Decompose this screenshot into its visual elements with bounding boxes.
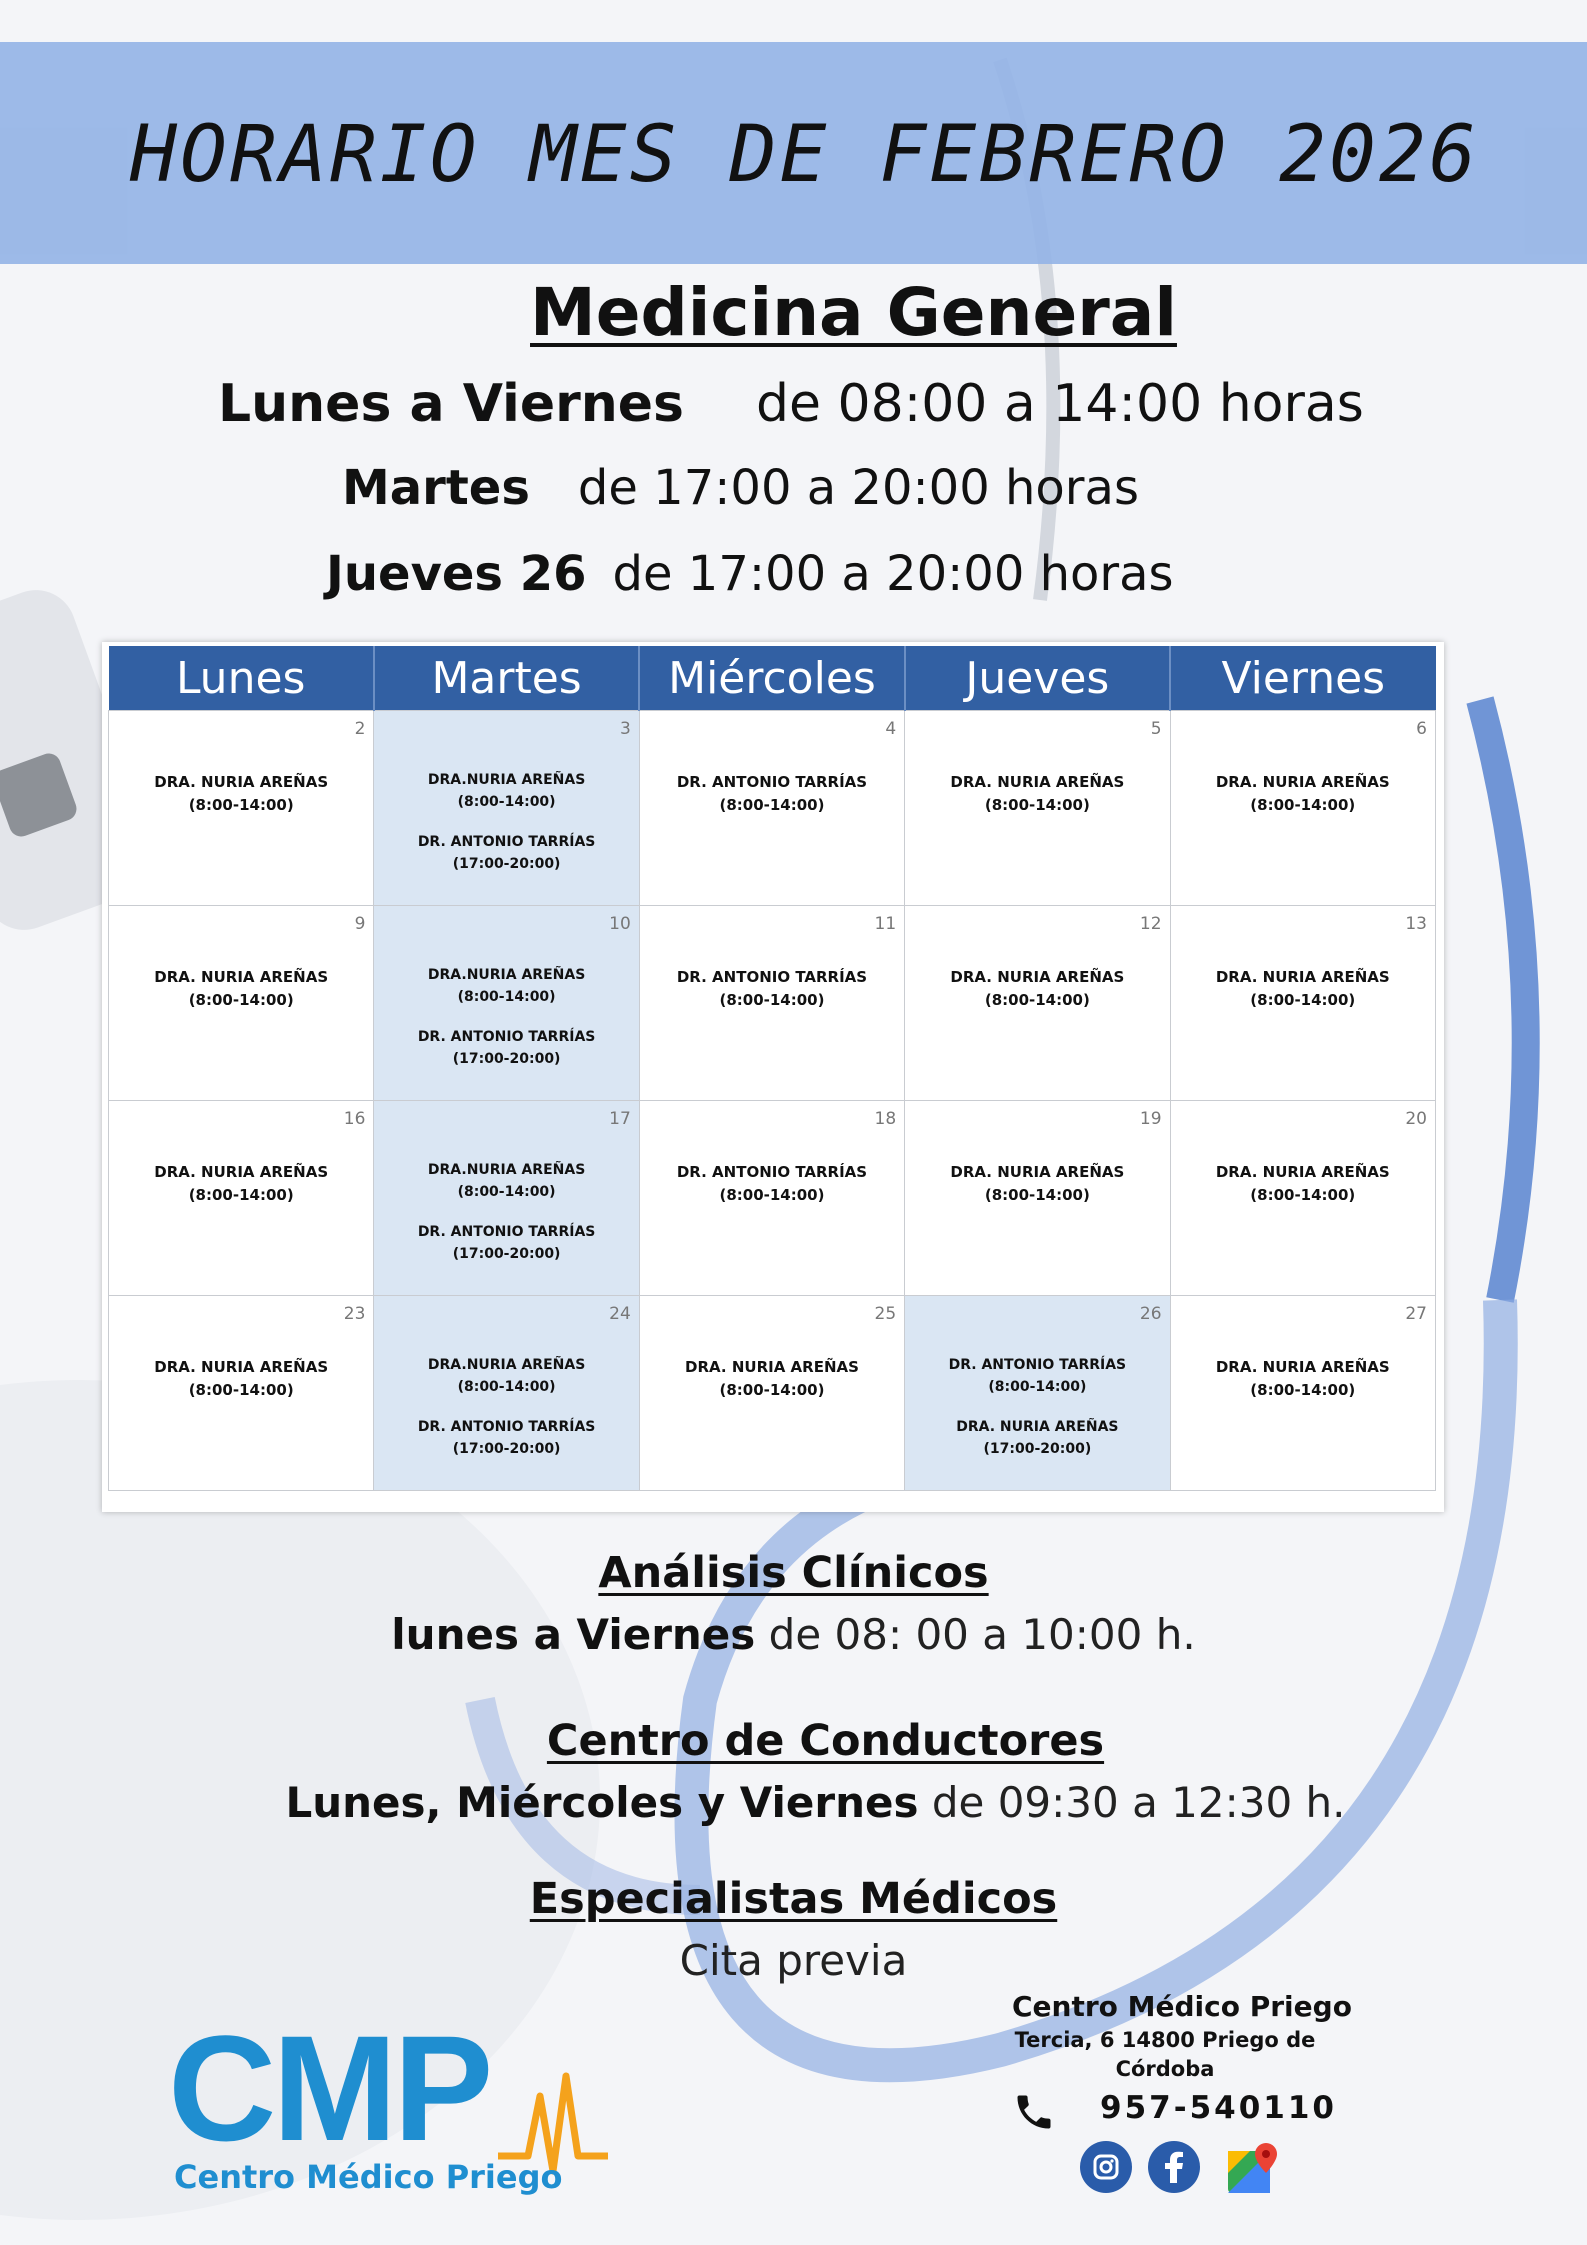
calendar-week-row (109, 1101, 1436, 1296)
calendar-day-cell (1170, 1101, 1435, 1296)
doctor-hours: (8:00-14:00) (1250, 991, 1356, 1009)
especialistas-title: Especialistas Médicos (529, 1874, 1058, 1924)
day-number: 20 (1405, 1109, 1427, 1129)
calendar-day-cell (109, 1101, 374, 1296)
calendar-day-cell (1170, 711, 1435, 906)
doctor-hours: (8:00-14:00) (984, 796, 1090, 814)
doctor-hours: (17:00-20:00) (452, 1441, 561, 1457)
doctor-hours: (17:00-20:00) (452, 856, 561, 872)
especialistas-text: Cita previa (679, 1936, 908, 1985)
calendar-day-cell (639, 1101, 904, 1296)
doctor-schedule (905, 771, 1169, 817)
calendar-week-row (109, 1296, 1436, 1491)
doctor-name: DRA. NURIA AREÑAS (1215, 1358, 1390, 1376)
calendar-day-cell (374, 906, 639, 1101)
doctor-hours: (17:00-20:00) (452, 1246, 561, 1262)
doctor-name: DR. ANTONIO TARRÍAS (676, 968, 868, 986)
logo-subtitle: Centro Médico Priego (174, 2158, 563, 2196)
doctor-schedule (1171, 1356, 1435, 1402)
medicina-general-title: Medicina General (530, 274, 1177, 351)
day-number: 25 (874, 1304, 897, 1324)
day-number: 17 (609, 1109, 631, 1129)
schedule-line-2: Martes de 17:00 a 20:00 horas (342, 460, 1139, 516)
doctor-name: DR. ANTONIO TARRÍAS (417, 1419, 596, 1435)
analisis-title: Análisis Clínicos (598, 1548, 989, 1598)
doctor-schedule (640, 966, 904, 1012)
day-number: 26 (1139, 1304, 1162, 1324)
doctor-name: DR. ANTONIO TARRÍAS (417, 1224, 596, 1240)
doctor-hours: (17:00-20:00) (983, 1441, 1092, 1457)
doctor-name: DRA. NURIA AREÑAS (950, 1163, 1125, 1181)
doctor-name: DRA. NURIA AREÑAS (154, 1358, 329, 1376)
doctor-schedule (109, 1356, 373, 1402)
doctor-schedule (905, 966, 1169, 1012)
doctor-schedule (109, 1161, 373, 1207)
doctor-hours: (8:00-14:00) (457, 1379, 556, 1395)
doctor-hours: (8:00-14:00) (457, 989, 556, 1005)
doctor-name: DRA. NURIA AREÑAS (154, 773, 329, 791)
day-number: 23 (343, 1304, 366, 1324)
doctor-hours: (8:00-14:00) (188, 991, 294, 1009)
day-number: 10 (609, 914, 631, 934)
weekday-header: Lunes (109, 646, 374, 711)
doctor-hours: (8:00-14:00) (188, 1186, 294, 1204)
doctor-hours: (8:00-14:00) (719, 1381, 825, 1399)
doctor-schedule (1171, 1161, 1435, 1207)
calendar-day-cell (1170, 906, 1435, 1101)
doctor-name: DRA. NURIA AREÑAS (154, 968, 329, 986)
doctor-hours: (8:00-14:00) (457, 1184, 556, 1200)
schedule-line-1: Lunes a Viernes de 08:00 a 14:00 horas (218, 374, 1364, 434)
schedule-line-3: Jueves 26 de 17:00 a 20:00 horas (326, 546, 1174, 602)
calendar-week-row (109, 906, 1436, 1101)
contact-name: Centro Médico Priego (1012, 1990, 1352, 2023)
day-number: 18 (874, 1109, 897, 1129)
doctor-schedule (374, 1354, 638, 1460)
instagram-icon[interactable] (1080, 2141, 1132, 2193)
doctor-schedule (109, 966, 373, 1012)
calendar-table (108, 646, 1436, 1491)
contact-address: Tercia, 6 14800 Priego de Córdoba (1014, 2028, 1316, 2081)
day-number: 12 (1139, 914, 1162, 934)
doctor-name: DRA. NURIA AREÑAS (685, 1358, 859, 1376)
calendar-week-row (109, 711, 1436, 906)
doctor-name: DRA. NURIA AREÑAS (1215, 773, 1390, 791)
doctor-name: DRA. NURIA AREÑAS (956, 1419, 1119, 1435)
day-number: 13 (1405, 914, 1427, 934)
calendar-day-cell (639, 1296, 904, 1491)
doctor-hours: (8:00-14:00) (988, 1379, 1087, 1395)
doctor-name: DRA. NURIA AREÑAS (1215, 968, 1390, 986)
doctor-schedule (1171, 771, 1435, 817)
doctor-hours: (8:00-14:00) (719, 796, 825, 814)
day-number: 4 (885, 719, 897, 739)
doctor-name: DRA.NURIA AREÑAS (427, 1357, 586, 1373)
doctor-name: DRA.NURIA AREÑAS (427, 967, 586, 983)
doctor-hours: (8:00-14:00) (188, 1381, 294, 1399)
doctor-hours: (8:00-14:00) (188, 796, 294, 814)
doctor-schedule (905, 1161, 1169, 1207)
calendar-day-cell (905, 711, 1170, 906)
calendar-day-cell (374, 1101, 639, 1296)
analisis-schedule: lunes a Viernes de 08: 00 a 10:00 h. (391, 1610, 1196, 1659)
doctor-schedule (640, 771, 904, 817)
doctor-hours: (17:00-20:00) (452, 1051, 561, 1067)
calendar-day-cell (109, 711, 374, 906)
doctor-hours: (8:00-14:00) (1250, 1381, 1356, 1399)
doctor-hours: (8:00-14:00) (719, 991, 825, 1009)
day-number: 16 (343, 1109, 366, 1129)
calendar-day-cell (1170, 1296, 1435, 1491)
page-title: HORARIO MES DE FEBRERO 2026 (130, 110, 1479, 200)
doctor-hours: (8:00-14:00) (457, 794, 556, 810)
phone-icon (1012, 2090, 1056, 2134)
doctor-schedule (374, 769, 638, 875)
doctor-name: DR. ANTONIO TARRÍAS (417, 1029, 596, 1045)
weekday-header: Miércoles (639, 646, 904, 711)
cmp-logo (168, 2004, 608, 2206)
calendar-day-cell (374, 711, 639, 906)
day-number: 3 (619, 719, 631, 739)
doctor-hours: (8:00-14:00) (1250, 796, 1356, 814)
weekday-header: Martes (374, 646, 639, 711)
google-maps-icon[interactable] (1226, 2141, 1280, 2197)
doctor-name: DRA. NURIA AREÑAS (1215, 1163, 1390, 1181)
doctor-schedule (374, 964, 638, 1070)
day-number: 24 (609, 1304, 631, 1324)
day-number: 5 (1150, 719, 1162, 739)
contact-phone[interactable]: 957-540110 (1100, 2090, 1337, 2126)
day-number: 27 (1405, 1304, 1427, 1324)
doctor-schedule (640, 1161, 904, 1207)
weekday-header: Jueves (905, 646, 1170, 711)
doctor-schedule (1171, 966, 1435, 1012)
doctor-name: DRA. NURIA AREÑAS (154, 1163, 329, 1181)
day-number: 9 (354, 914, 366, 934)
calendar-day-cell (905, 906, 1170, 1101)
doctor-hours: (8:00-14:00) (984, 991, 1090, 1009)
doctor-schedule (640, 1356, 904, 1402)
calendar-day-cell (905, 1296, 1170, 1491)
doctor-name: DR. ANTONIO TARRÍAS (676, 1163, 868, 1181)
day-number: 11 (874, 914, 897, 934)
doctor-name: DRA. NURIA AREÑAS (950, 773, 1125, 791)
doctor-name: DRA.NURIA AREÑAS (427, 772, 586, 788)
doctor-schedule (905, 1354, 1169, 1460)
doctor-hours: (8:00-14:00) (719, 1186, 825, 1204)
calendar-day-cell (109, 1296, 374, 1491)
day-number: 2 (354, 719, 366, 739)
doctor-name: DR. ANTONIO TARRÍAS (948, 1357, 1127, 1373)
weekday-header: Viernes (1170, 646, 1435, 711)
calendar (102, 642, 1444, 1512)
day-number: 6 (1416, 719, 1427, 739)
doctor-schedule (109, 771, 373, 817)
day-number: 19 (1139, 1109, 1162, 1129)
facebook-icon[interactable] (1148, 2141, 1200, 2193)
doctor-name: DR. ANTONIO TARRÍAS (676, 773, 868, 791)
header-banner (0, 42, 1587, 264)
calendar-day-cell (639, 906, 904, 1101)
logo-letters: CMP (168, 2004, 490, 2172)
conductores-schedule: Lunes, Miércoles y Viernes de 09:30 a 12:30 h. (285, 1778, 1346, 1827)
calendar-day-cell (905, 1101, 1170, 1296)
doctor-name: DRA. NURIA AREÑAS (950, 968, 1125, 986)
calendar-day-cell (109, 906, 374, 1101)
calendar-day-cell (639, 711, 904, 906)
doctor-hours: (8:00-14:00) (984, 1186, 1090, 1204)
doctor-name: DRA.NURIA AREÑAS (427, 1162, 586, 1178)
doctor-schedule (374, 1159, 638, 1265)
calendar-day-cell (374, 1296, 639, 1491)
doctor-name: DR. ANTONIO TARRÍAS (417, 834, 596, 850)
conductores-title: Centro de Conductores (546, 1716, 1105, 1766)
doctor-hours: (8:00-14:00) (1250, 1186, 1356, 1204)
